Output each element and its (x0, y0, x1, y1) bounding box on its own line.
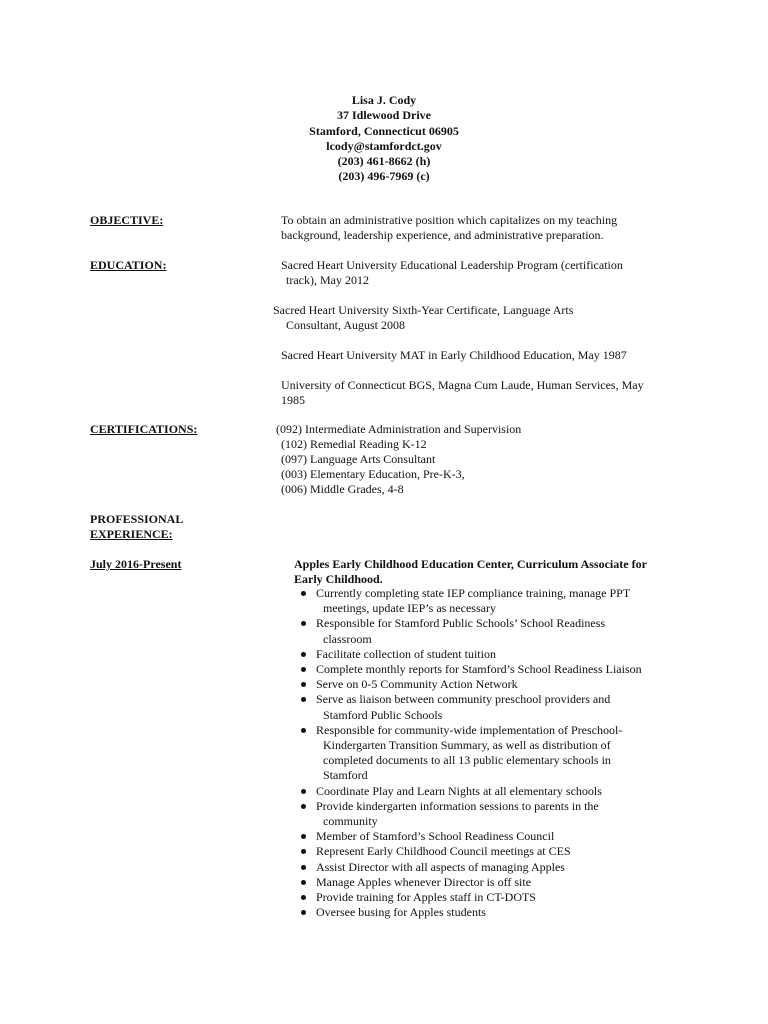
education-entry-line: Sacred Heart University MAT in Early Childhood Education, May 1987 (281, 348, 627, 362)
objective-line-2: background, leadership experience, and administrative preparation. (281, 228, 604, 242)
objective-text (281, 213, 671, 243)
duty-item (296, 692, 676, 722)
duty-line: Serve as liaison between community preschool providers and (316, 692, 611, 707)
duty-item (296, 723, 676, 784)
education-entry-line: track), May 2012 (286, 273, 369, 287)
duty-line: meetings, update IEP’s as necessary (323, 601, 496, 616)
duty-line: Provide training for Apples staff in CT-DOTS (316, 890, 536, 905)
certification-item: (102) Remedial Reading K-12 (281, 437, 427, 451)
duty-line: Coordinate Play and Learn Nights at all elementary schools (316, 783, 602, 798)
certification-item: (006) Middle Grades, 4-8 (281, 482, 404, 496)
phone-home: (203) 461-8662 (h) (337, 154, 431, 169)
education-entry (281, 258, 671, 288)
bullet-icon (301, 667, 306, 672)
education-label: EDUCATION: (90, 258, 167, 272)
duty-item (296, 784, 676, 799)
job-dates: July 2016-Present (90, 557, 182, 571)
duty-line: Serve on 0-5 Community Action Network (316, 677, 518, 692)
duty-line: Complete monthly reports for Stamford’s School Readiness Liaison (316, 662, 642, 677)
education-entry-line: Sacred Heart University Sixth-Year Certificate, Language Arts (273, 303, 574, 317)
duty-line: Stamford Public Schools (323, 707, 443, 722)
bullet-icon (301, 621, 306, 626)
job-title-line-1: Apples Early Childhood Education Center, Curriculum Associate for (294, 557, 647, 571)
objective-line-1: To obtain an administrative position which capitalizes on my teaching (281, 213, 618, 227)
duty-item (296, 616, 676, 646)
duty-line: Currently completing state IEP compliance training, manage PPT (316, 586, 631, 600)
duty-item (296, 875, 676, 890)
certification-item: (003) Elementary Education, Pre-K-3, (281, 467, 465, 481)
applicant-name: Lisa J. Cody (351, 93, 417, 107)
education-entry-line: 1985 (281, 393, 305, 407)
job-title-line-2: Early Childhood. (294, 572, 383, 586)
bullet-icon (301, 789, 306, 794)
duty-item (296, 860, 676, 875)
education-entry-line: Consultant, August 2008 (286, 318, 406, 332)
duty-line: Facilitate collection of student tuition (316, 646, 496, 661)
duty-item (296, 799, 676, 829)
experience-label-line-1: PROFESSIONAL (90, 512, 184, 526)
education-entry (273, 303, 663, 333)
duty-line: completed documents to all 13 public elementary schools in (323, 753, 611, 768)
bullet-icon (301, 849, 306, 854)
duty-item (296, 586, 676, 616)
duty-line: Kindergarten Transition Summary, as well as distribution of (323, 738, 611, 753)
bullet-icon (301, 804, 306, 809)
duty-line: community (323, 814, 378, 829)
bullet-icon (301, 682, 306, 687)
duty-line: Provide kindergarten information sessions to parents in the (316, 798, 599, 813)
email-address: lcody@stamfordct.gov (326, 138, 442, 153)
duty-line: Stamford (323, 768, 368, 783)
bullet-icon (301, 728, 306, 733)
bullet-icon (301, 910, 306, 915)
bullet-icon (301, 865, 306, 870)
certification-item: (097) Language Arts Consultant (281, 452, 436, 466)
bullet-icon (301, 591, 306, 596)
city-state-zip: Stamford, Connecticut 06905 (309, 123, 459, 138)
phone-cell: (203) 496-7969 (c) (338, 169, 430, 184)
duty-line: classroom (323, 631, 372, 646)
bullet-icon (301, 895, 306, 900)
duty-item (296, 662, 676, 677)
street-address: 37 Idlewood Drive (337, 108, 431, 123)
duty-line: Oversee busing for Apples students (316, 905, 486, 920)
duty-item (296, 677, 676, 692)
duty-line: Member of Stamford’s School Readiness Council (316, 829, 555, 844)
certifications-list (276, 422, 576, 497)
certification-item: (092) Intermediate Administration and Supervision (276, 422, 522, 436)
education-entry-line: Sacred Heart University Educational Leadership Program (certification (281, 258, 623, 272)
duty-line: Assist Director with all aspects of managing Apples (316, 859, 565, 874)
education-entry (281, 348, 671, 363)
bullet-icon (301, 880, 306, 885)
bullet-icon (301, 697, 306, 702)
duty-line: Manage Apples whenever Director is off site (316, 874, 532, 889)
duty-item (296, 844, 676, 859)
education-entry-line: University of Connecticut BGS, Magna Cum Laude, Human Services, May (281, 378, 644, 392)
duty-item (296, 890, 676, 905)
bullet-icon (301, 834, 306, 839)
duty-item (296, 829, 676, 844)
education-entry (281, 378, 671, 408)
objective-label: OBJECTIVE: (90, 213, 164, 227)
duty-line: Represent Early Childhood Council meetings at CES (316, 844, 571, 859)
duty-line: Responsible for Stamford Public Schools’ School Readiness (316, 616, 606, 631)
duty-item (296, 905, 676, 920)
experience-label (90, 512, 183, 542)
contact-header (300, 93, 468, 185)
duty-item (296, 647, 676, 662)
bullet-icon (301, 652, 306, 657)
experience-label-line-2: EXPERIENCE: (90, 527, 173, 541)
job-duties-list (296, 586, 676, 920)
certifications-label: CERTIFICATIONS: (90, 422, 198, 436)
duty-line: Responsible for community-wide implementation of Preschool- (316, 722, 623, 737)
job-title (294, 557, 684, 587)
